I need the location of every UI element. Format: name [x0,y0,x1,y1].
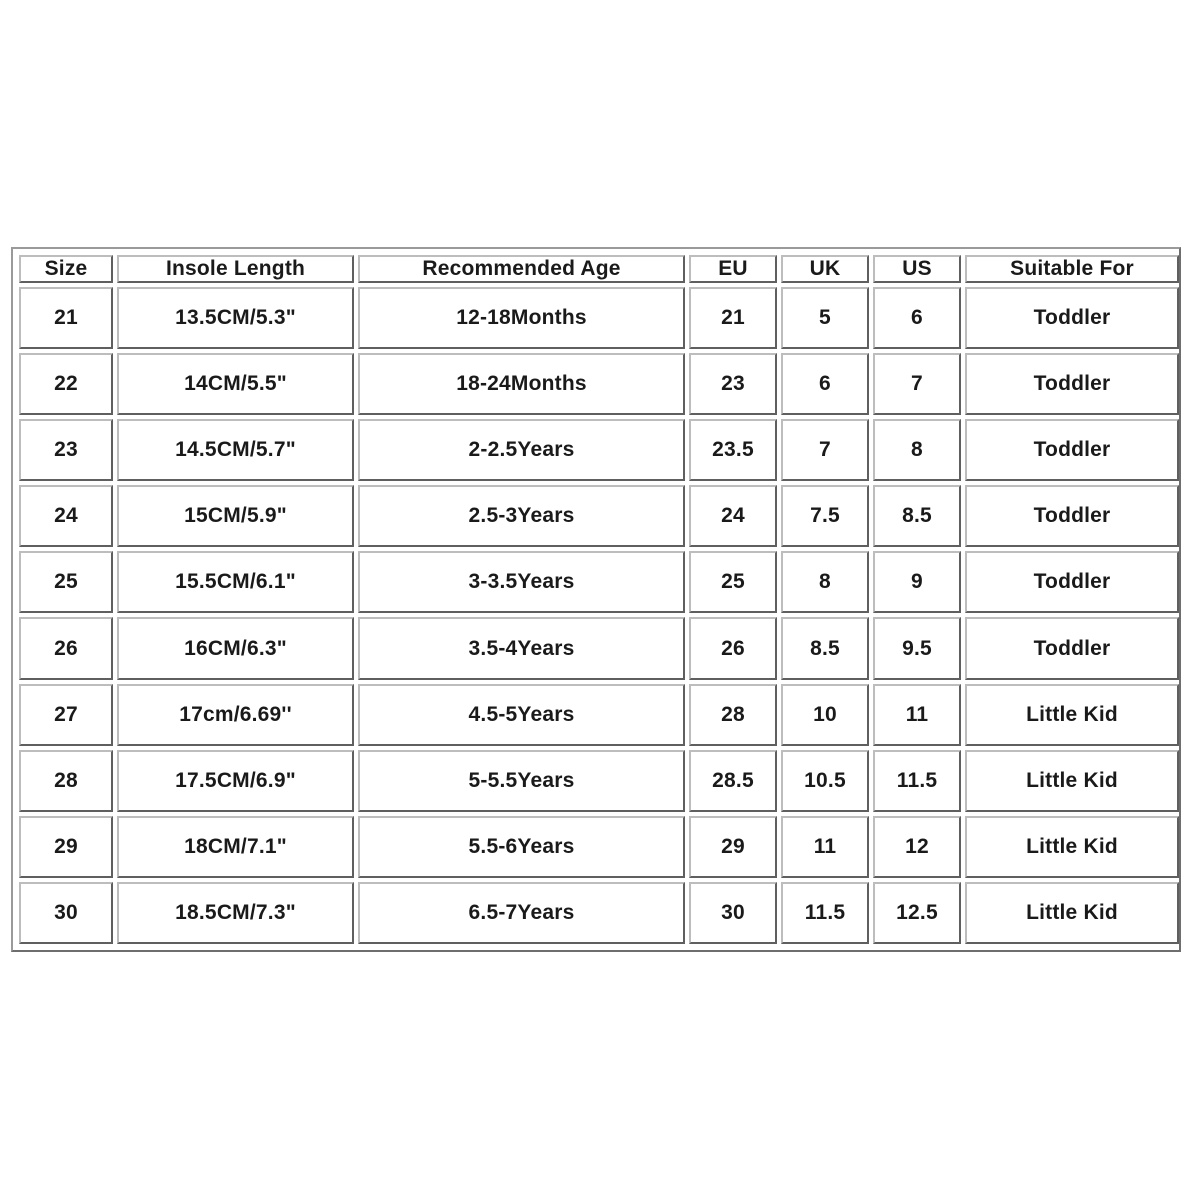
table-row [19,485,1179,547]
cell-us: 12.5 [873,882,961,944]
cell-insole-length: 14CM/5.5" [117,353,354,415]
cell-recommended-age: 12-18Months [358,287,685,349]
cell-eu: 30 [689,882,777,944]
cell-suitable-for: Toddler [965,353,1179,415]
cell-uk: 7 [781,419,869,481]
cell-us: 7 [873,353,961,415]
table-row [19,617,1179,679]
cell-uk: 10.5 [781,750,869,812]
size-chart-table [15,251,1183,948]
cell-size: 23 [19,419,113,481]
cell-us: 12 [873,816,961,878]
cell-size: 29 [19,816,113,878]
cell-size: 21 [19,287,113,349]
header-insole-length: Insole Length [117,255,354,283]
cell-suitable-for: Little Kid [965,882,1179,944]
table-header-row [19,255,1179,283]
cell-uk: 10 [781,684,869,746]
cell-insole-length: 15CM/5.9" [117,485,354,547]
cell-size: 26 [19,617,113,679]
header-size: Size [19,255,113,283]
cell-suitable-for: Little Kid [965,816,1179,878]
table-row [19,882,1179,944]
cell-eu: 21 [689,287,777,349]
cell-uk: 11 [781,816,869,878]
cell-insole-length: 16CM/6.3" [117,617,354,679]
cell-recommended-age: 5.5-6Years [358,816,685,878]
cell-eu: 24 [689,485,777,547]
header-suitable-for: Suitable For [965,255,1179,283]
cell-suitable-for: Toddler [965,287,1179,349]
table-row [19,816,1179,878]
table-row [19,419,1179,481]
cell-us: 9.5 [873,617,961,679]
cell-us: 9 [873,551,961,613]
cell-suitable-for: Little Kid [965,750,1179,812]
cell-recommended-age: 6.5-7Years [358,882,685,944]
cell-uk: 5 [781,287,869,349]
cell-insole-length: 18.5CM/7.3" [117,882,354,944]
cell-size: 30 [19,882,113,944]
cell-suitable-for: Toddler [965,419,1179,481]
cell-suitable-for: Toddler [965,485,1179,547]
cell-uk: 11.5 [781,882,869,944]
cell-insole-length: 17.5CM/6.9" [117,750,354,812]
cell-insole-length: 18CM/7.1" [117,816,354,878]
header-eu: EU [689,255,777,283]
size-chart-frame [11,247,1181,952]
cell-recommended-age: 5-5.5Years [358,750,685,812]
cell-recommended-age: 2-2.5Years [358,419,685,481]
cell-recommended-age: 3-3.5Years [358,551,685,613]
cell-uk: 6 [781,353,869,415]
cell-eu: 25 [689,551,777,613]
cell-size: 28 [19,750,113,812]
cell-eu: 28.5 [689,750,777,812]
cell-size: 24 [19,485,113,547]
cell-uk: 8 [781,551,869,613]
header-recommended-age: Recommended Age [358,255,685,283]
cell-eu: 23.5 [689,419,777,481]
cell-eu: 23 [689,353,777,415]
cell-insole-length: 13.5CM/5.3" [117,287,354,349]
cell-recommended-age: 4.5-5Years [358,684,685,746]
table-row [19,353,1179,415]
header-uk: UK [781,255,869,283]
cell-uk: 8.5 [781,617,869,679]
cell-size: 27 [19,684,113,746]
cell-recommended-age: 2.5-3Years [358,485,685,547]
cell-us: 8 [873,419,961,481]
cell-insole-length: 17cm/6.69'' [117,684,354,746]
cell-eu: 28 [689,684,777,746]
cell-insole-length: 15.5CM/6.1" [117,551,354,613]
cell-us: 11 [873,684,961,746]
header-us: US [873,255,961,283]
cell-recommended-age: 18-24Months [358,353,685,415]
cell-us: 11.5 [873,750,961,812]
cell-us: 6 [873,287,961,349]
table-row [19,750,1179,812]
cell-size: 25 [19,551,113,613]
table-row [19,287,1179,349]
cell-suitable-for: Little Kid [965,684,1179,746]
cell-eu: 29 [689,816,777,878]
cell-us: 8.5 [873,485,961,547]
cell-suitable-for: Toddler [965,617,1179,679]
cell-size: 22 [19,353,113,415]
table-row [19,551,1179,613]
cell-suitable-for: Toddler [965,551,1179,613]
cell-insole-length: 14.5CM/5.7" [117,419,354,481]
cell-recommended-age: 3.5-4Years [358,617,685,679]
cell-uk: 7.5 [781,485,869,547]
table-row [19,684,1179,746]
cell-eu: 26 [689,617,777,679]
